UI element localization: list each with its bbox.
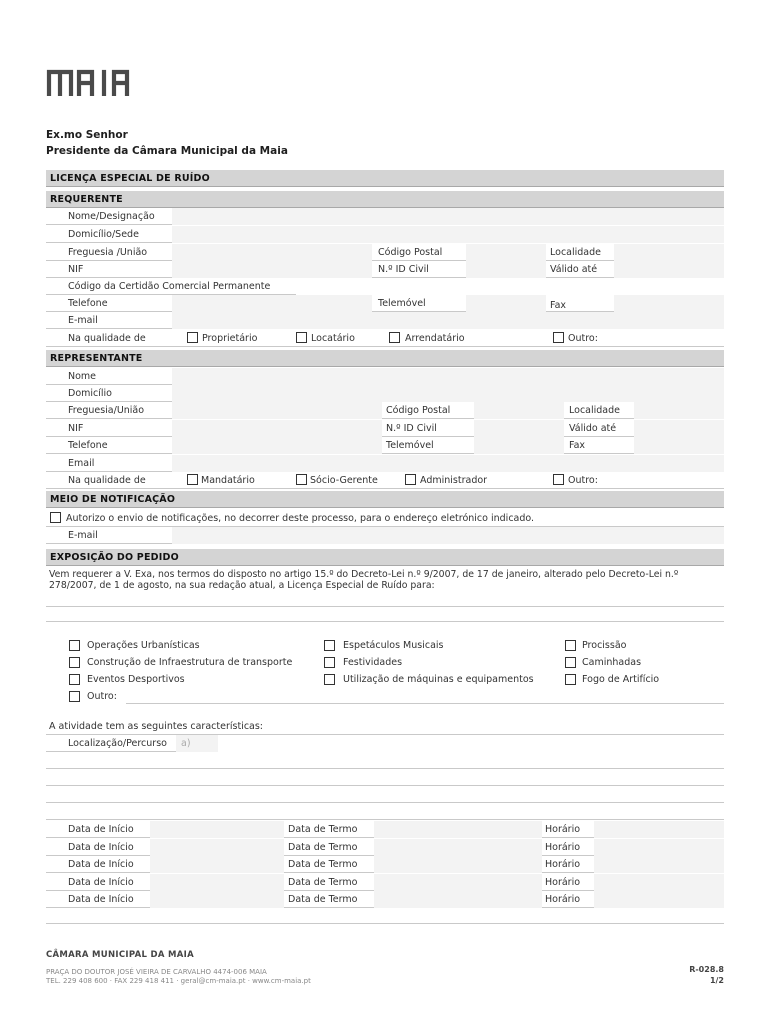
construcao-infraestrutura-checkbox[interactable]: [69, 657, 80, 668]
rep-label-fax: Fax: [569, 440, 586, 451]
footer-page: 1/2: [709, 976, 724, 985]
atividade-outro-field[interactable]: [126, 703, 724, 704]
section-exposicao: EXPOSIÇÃO DO PEDIDO: [46, 549, 724, 566]
notif-email-field[interactable]: [172, 527, 724, 544]
rep-row-nif: [46, 420, 724, 437]
form-title: LICENÇA ESPECIAL DE RUÍDO: [46, 170, 724, 187]
row-caracteristicas: [46, 718, 724, 735]
administrador-checkbox[interactable]: [405, 474, 416, 485]
label-email: E-mail: [68, 315, 98, 326]
label-codigo-postal: Código Postal: [378, 247, 443, 258]
footer-address: PRAÇA DO DOUTOR JOSÉ VIEIRA DE CARVALHO 4474-006 MAIA: [46, 968, 267, 976]
schedule-row: [46, 874, 724, 891]
schedule-inicio-label: Data de Início: [68, 894, 134, 905]
valido-field[interactable]: [614, 261, 724, 278]
construcao-infraestrutura-label: Construção de Infraestrutura de transporte: [87, 657, 293, 668]
label-fax: Fax: [550, 300, 567, 311]
row-localizacao: [46, 735, 724, 752]
schedule-inicio-label: Data de Início: [68, 841, 134, 853]
mandatario-checkbox[interactable]: [187, 474, 198, 485]
nome-field[interactable]: [172, 208, 724, 225]
rep-domicilio-field[interactable]: [172, 385, 724, 402]
rep-label-freguesia: Freguesia/União: [68, 405, 145, 416]
row-freguesia: [46, 244, 724, 261]
label-freguesia: Freguesia /União: [68, 247, 148, 258]
codigo-postal-field[interactable]: [466, 244, 546, 261]
addressee-line2: Presidente da Câmara Municipal da Maia: [46, 145, 288, 157]
rep-email-field[interactable]: [172, 455, 724, 472]
row-nif: [46, 261, 724, 278]
schedule-row: [46, 821, 724, 838]
rep-nif-field[interactable]: [172, 420, 382, 437]
exposicao-line-2: [46, 621, 724, 622]
localizacao-field[interactable]: [218, 735, 724, 752]
rep-telemovel-field[interactable]: [474, 437, 564, 454]
localizacao-label: Localização/Percurso: [68, 738, 167, 749]
rep-valido-field[interactable]: [634, 420, 724, 437]
fogo-artificio-label: Fogo de Artifício: [582, 674, 660, 685]
schedule-inicio-label: Data de Início: [68, 824, 134, 835]
rep-row-email: [46, 455, 724, 472]
autorizo-checkbox[interactable]: [50, 512, 61, 523]
nif-field[interactable]: [172, 261, 372, 278]
schedule-horario-label: Horário: [545, 894, 581, 905]
section-requerente: REQUERENTE: [46, 191, 724, 208]
rep-label-telemovel: Telemóvel: [386, 440, 434, 451]
operacoes-urbanisticas-label: Operações Urbanísticas: [87, 640, 200, 651]
localizacao-line-1: [46, 768, 724, 769]
footer-contacts: TEL. 229 408 600 · FAX 229 418 411 · geral@cm-maia.pt · www.cm-maia.pt: [46, 977, 311, 985]
caminhadas-label: Caminhadas: [582, 657, 642, 668]
schedule-inicio-field[interactable]: [150, 856, 284, 873]
telemovel-field[interactable]: [466, 295, 546, 312]
row-domicilio: [46, 226, 724, 243]
socio-gerente-checkbox[interactable]: [296, 474, 307, 485]
arrendatario-label: Arrendatário: [405, 333, 465, 344]
label-localidade: Localidade: [550, 247, 601, 258]
outro-checkbox[interactable]: [553, 332, 564, 343]
caminhadas-checkbox[interactable]: [565, 657, 576, 668]
atividade-outro-label: Outro:: [87, 691, 117, 702]
schedule-termo-label: Data de Termo: [288, 894, 358, 905]
operacoes-urbanisticas-checkbox[interactable]: [69, 640, 80, 651]
schedule-termo-field[interactable]: [374, 891, 542, 908]
schedule-termo-label: Data de Termo: [288, 876, 358, 888]
rep-label-codigo-postal: Código Postal: [386, 405, 451, 416]
rep-label-id-civil: N.º ID Civil: [386, 423, 437, 434]
localizacao-line-2: [46, 785, 724, 786]
rep-telefone-field[interactable]: [172, 437, 382, 454]
localidade-field[interactable]: [614, 244, 724, 261]
localizacao-line-4: [46, 819, 724, 820]
rep-row-domicilio: [46, 385, 724, 402]
row-qualidade: [46, 330, 724, 347]
maia-logo: [46, 66, 142, 96]
row-email: [46, 312, 724, 329]
rep-freguesia-field[interactable]: [172, 402, 382, 419]
label-telemovel: Telemóvel: [378, 298, 426, 309]
eventos-desportivos-label: Eventos Desportivos: [87, 674, 185, 685]
rep-row-nome: [46, 368, 724, 385]
label-domicilio: Domicílio/Sede: [68, 229, 139, 240]
label-telefone: Telefone: [68, 298, 108, 309]
rep-id-civil-field[interactable]: [474, 420, 564, 437]
rep-label-nome: Nome: [68, 371, 97, 382]
id-civil-field[interactable]: [466, 261, 546, 278]
footer-org: CÂMARA MUNICIPAL DA MAIA: [46, 950, 194, 960]
schedule-horario-field[interactable]: [594, 891, 724, 908]
festividades-checkbox[interactable]: [324, 657, 335, 668]
telefone-field[interactable]: [172, 295, 372, 312]
footer-code: R-028.8: [689, 965, 724, 974]
rep-codigo-postal-field[interactable]: [474, 402, 564, 419]
row-notif-email: [46, 527, 724, 544]
section-notificacao: MEIO DE NOTIFICAÇÃO: [46, 491, 724, 508]
espetaculos-musicais-checkbox[interactable]: [324, 640, 335, 651]
label-nif: NIF: [68, 264, 84, 275]
schedule-termo-label: Data de Termo: [288, 859, 358, 870]
exposicao-line-1: [46, 606, 724, 607]
festividades-label: Festividades: [343, 657, 403, 668]
schedule-row: [46, 891, 724, 908]
schedule-termo-label: Data de Termo: [288, 841, 358, 853]
espetaculos-musicais-label: Espetáculos Musicais: [343, 640, 444, 651]
notif-label-email: E-mail: [68, 530, 98, 541]
label-valido: Válido até: [550, 264, 598, 275]
schedule-horario-field[interactable]: [594, 874, 724, 891]
maquinas-equipamentos-checkbox[interactable]: [324, 674, 335, 685]
schedule-inicio-field[interactable]: [150, 891, 284, 908]
domicilio-field[interactable]: [172, 226, 724, 243]
rep-label-qualidade: Na qualidade de: [68, 475, 146, 486]
locatario-checkbox[interactable]: [296, 332, 307, 343]
certidao-field[interactable]: [296, 278, 724, 295]
label-qualidade: Na qualidade de: [68, 333, 146, 344]
fax-field[interactable]: [614, 295, 724, 312]
schedule-horario-field[interactable]: [594, 839, 724, 856]
schedule-horario-label: Horário: [545, 841, 581, 853]
schedule-inicio-field[interactable]: [150, 821, 284, 838]
localizacao-note: a): [181, 738, 191, 749]
eventos-desportivos-checkbox[interactable]: [69, 674, 80, 685]
rep-fax-field[interactable]: [634, 437, 724, 454]
rep-label-localidade: Localidade: [569, 405, 620, 416]
fogo-artificio-checkbox[interactable]: [565, 674, 576, 685]
schedule-termo-label: Data de Termo: [288, 824, 358, 835]
administrador-label: Administrador: [420, 475, 488, 486]
rep-nome-field[interactable]: [172, 368, 724, 385]
schedule-horario-label: Horário: [545, 859, 581, 870]
rep-outro-label: Outro:: [568, 475, 598, 486]
label-id-civil: N.º ID Civil: [378, 264, 429, 275]
freguesia-field[interactable]: [172, 244, 372, 261]
schedule-row: [46, 839, 724, 856]
schedule-bottom-line: [46, 923, 724, 924]
label-nome: Nome/Designação: [68, 211, 155, 222]
rep-outro-checkbox[interactable]: [553, 474, 564, 485]
schedule-horario-field[interactable]: [594, 821, 724, 838]
proprietario-checkbox[interactable]: [187, 332, 198, 343]
row-autorizo: [46, 510, 724, 527]
maquinas-equipamentos-label: Utilização de máquinas e equipamentos: [343, 674, 534, 685]
schedule-horario-label: Horário: [545, 824, 581, 835]
email-field[interactable]: [172, 312, 724, 329]
rep-label-email: Email: [68, 458, 95, 469]
localizacao-note-box: [176, 735, 218, 752]
label-certidao: Código da Certidão Comercial Permanente: [68, 281, 271, 292]
section-representante: REPRESENTANTE: [46, 350, 724, 367]
locatario-label: Locatário: [311, 333, 355, 344]
schedule-termo-field[interactable]: [374, 856, 542, 873]
schedule-termo-field[interactable]: [374, 874, 542, 891]
proprietario-label: Proprietário: [202, 333, 258, 344]
rep-label-nif: NIF: [68, 423, 84, 434]
schedule-inicio-field[interactable]: [150, 874, 284, 891]
rep-row-freguesia: [46, 402, 724, 419]
schedule-inicio-field[interactable]: [150, 839, 284, 856]
schedule-inicio-label: Data de Início: [68, 876, 134, 888]
rep-localidade-field[interactable]: [634, 402, 724, 419]
rep-label-valido: Válido até: [569, 423, 617, 434]
schedule-termo-field[interactable]: [374, 821, 542, 838]
rep-row-telefone: [46, 437, 724, 454]
outro-label: Outro:: [568, 333, 598, 344]
schedule-horario-field[interactable]: [594, 856, 724, 873]
row-certidao: [46, 278, 724, 295]
autorizo-label: Autorizo o envio de notificações, no decorrer deste processo, para o endereço eletrónico indicado.: [66, 513, 535, 524]
atividade-outro-checkbox[interactable]: [69, 691, 80, 702]
exposicao-text: Vem requerer a V. Exa, nos termos do disposto no artigo 15.º do Decreto-Lei n.º 9/2007, de 17 de janeiro, alterado pelo Decreto-Lei n.º 278/2007, de 1 de agosto, na sua redação atual, a Licença Especial de Ruído para:: [49, 569, 679, 591]
schedule-termo-field[interactable]: [374, 839, 542, 856]
procissao-checkbox[interactable]: [565, 640, 576, 651]
caracteristicas-label: A atividade tem as seguintes características:: [49, 721, 264, 732]
rep-label-telefone: Telefone: [68, 440, 108, 451]
row-telefone: [46, 295, 724, 312]
mandatario-label: Mandatário: [201, 475, 255, 486]
schedule-row: [46, 856, 724, 873]
rep-row-qualidade: [46, 472, 724, 489]
row-nome: [46, 208, 724, 225]
rep-label-domicilio: Domicílio: [68, 388, 112, 399]
localizacao-line-3: [46, 802, 724, 803]
arrendatario-checkbox[interactable]: [389, 332, 400, 343]
schedule-inicio-label: Data de Início: [68, 859, 134, 870]
procissao-label: Procissão: [582, 640, 627, 651]
addressee-line1: Ex.mo Senhor: [46, 129, 128, 141]
schedule-horario-label: Horário: [545, 876, 581, 888]
socio-gerente-label: Sócio-Gerente: [310, 475, 378, 486]
